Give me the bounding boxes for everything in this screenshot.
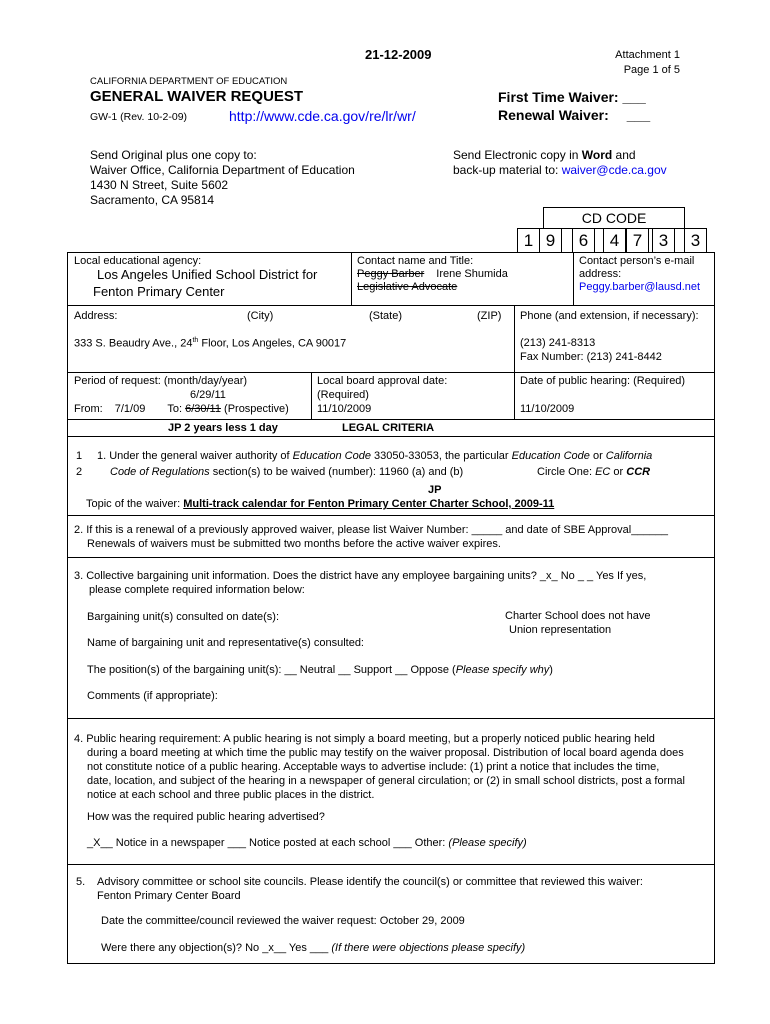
period-range: From: 7/1/09 To: 6/30/11 (Prospective)	[74, 403, 289, 415]
lea-label: Local educational agency:	[74, 255, 202, 267]
charter-note-1: Charter School does not have	[505, 610, 651, 622]
electronic-submission: Send Electronic copy in Word and back-up material to: waiver@cde.ca.gov	[453, 148, 667, 177]
period-to-date: 6/29/11	[190, 389, 226, 401]
mailing-address: Send Original plus one copy to: Waiver Office, California Department of Education 1430 N Street, Suite 5602 Sacramento, CA 95814	[90, 148, 355, 207]
waiver-email-link[interactable]: waiver@cde.ca.gov	[561, 163, 667, 177]
lea-name: Los Angeles Unified School District for	[97, 267, 318, 282]
page-number: Page 1 of 5	[623, 64, 680, 76]
waiver-url-link[interactable]: http://www.cde.ca.gov/re/lr/wr/	[229, 108, 416, 124]
committee-review-date: Date the committee/council reviewed the waiver request: October 29, 2009	[101, 915, 465, 927]
document-date: 21-12-2009	[365, 47, 432, 62]
board-required: (Required)	[317, 389, 369, 401]
criteria5-num: 5.	[76, 876, 86, 888]
objections: Were there any objection(s)? No _x__ Yes ___ (If there were objections please specify)	[101, 942, 526, 954]
contact-name: Peggy Barber Irene Shumida	[357, 268, 508, 280]
criteria3-line1: 3. Collective bargaining unit information. Does the district have any employee bargaining units? _x_ No _ _ Yes If yes,	[74, 570, 647, 582]
hearing-date: 11/10/2009	[520, 403, 575, 415]
jp-note: JP 2 years less 1 day	[168, 422, 278, 434]
criteria3-line2: please complete required information below:	[89, 584, 305, 596]
lea-school: Fenton Primary Center	[93, 284, 225, 299]
fax-value: Fax Number: (213) 241-8442	[520, 351, 662, 363]
bargaining-position: The position(s) of the bargaining unit(s): __ Neutral __ Support __ Oppose (Please specify why)	[87, 664, 553, 676]
criteria1-line2: Code of Regulations section(s) to be waived (number): 11960 (a) and (b)	[110, 466, 464, 478]
hearing-question: How was the required public hearing advertised?	[87, 811, 325, 823]
form-title: GENERAL WAIVER REQUEST	[90, 88, 304, 105]
waiver-topic: Topic of the waiver: Multi-track calendar for Fenton Primary Center Charter School, 2009-11	[86, 498, 555, 510]
charter-note-2: Union representation	[509, 624, 612, 636]
city-label: (City)	[247, 310, 274, 322]
board-approval-label: Local board approval date:	[317, 375, 448, 387]
criteria2-line1: 2. If this is a renewal of a previously approved waiver, please list Waiver Number: _____ and date of SBE Approval______	[74, 524, 668, 536]
cd-code-label: CD CODE	[543, 207, 685, 229]
address-label: Address:	[74, 310, 118, 322]
agency-name: CALIFORNIA DEPARTMENT OF EDUCATION	[90, 76, 288, 87]
contact-label: Contact name and Title:	[357, 255, 474, 267]
hearing-label: Date of public hearing: (Required)	[520, 375, 686, 387]
legal-criteria-heading: LEGAL CRITERIA	[342, 422, 435, 434]
cd-code-digit: 9	[539, 228, 562, 253]
criteria4-text: 4. Public hearing requirement: A public hearing is not simply a board meeting, but a properly noticed public hearing held during a board meeting at which time the public may testify on the waiver proposal. Distribution of local board agenda does not constitute notice of a public hearing. Acceptable ways to advertise include: (1) print a notice that includes the time, date, location, and subject of the hearing in a newspaper of general circulation; or (2) in small school districts, post a formal notice at each school and three public places in the district.	[74, 733, 685, 801]
criteria1-num1: 1	[76, 450, 83, 462]
criteria2-line2: Renewals of waivers must be submitted two months before the active waiver expires.	[87, 538, 501, 550]
cd-code-digit: 3	[684, 228, 707, 253]
jp-initials: JP	[428, 484, 442, 496]
bargaining-comments: Comments (if appropriate):	[87, 690, 218, 702]
first-time-waiver: First Time Waiver: ___	[498, 89, 646, 105]
attachment-label: Attachment 1	[615, 49, 680, 61]
address-value: 333 S. Beaudry Ave., 24th Floor, Los Angeles, CA 90017	[74, 337, 347, 350]
phone-value: (213) 241-8313	[520, 337, 596, 349]
criteria1-num2: 2	[76, 466, 83, 478]
circle-one: Circle One: EC or CCR	[537, 466, 651, 478]
cd-code-digit: 1	[517, 228, 540, 253]
cd-code-digit: 6	[572, 228, 595, 253]
criteria5-line2: Fenton Primary Center Board	[97, 890, 241, 902]
board-approval-date: 11/10/2009	[317, 403, 372, 415]
hearing-options: _X__ Notice in a newspaper ___ Notice posted at each school ___ Other: (Please specify)	[87, 837, 527, 849]
bargaining-units: Bargaining unit(s) consulted on date(s):	[87, 611, 279, 623]
bargaining-name: Name of bargaining unit and representative(s) consulted:	[87, 637, 364, 649]
criteria5-line1: Advisory committee or school site councils. Please identify the council(s) or committee that reviewed this waiver:	[97, 876, 643, 888]
state-label: (State)	[369, 310, 403, 322]
email-label: Contact person’s e-mail	[579, 255, 695, 267]
contact-title: Legislative Advocate	[357, 281, 458, 293]
cd-code-digit: 4	[603, 228, 626, 253]
criteria1-line1: 1. Under the general waiver authority of Education Code 33050-33053, the particular Education Code or California	[97, 450, 653, 462]
cd-code-digit: 3	[652, 228, 675, 253]
cd-code-digit: 7	[626, 228, 649, 253]
renewal-waiver: Renewal Waiver: ___	[498, 107, 651, 123]
phone-label: Phone (and extension, if necessary):	[520, 310, 699, 322]
zip-label: (ZIP)	[477, 310, 502, 322]
form-id: GW-1 (Rev. 10-2-09)	[90, 111, 188, 123]
period-label: Period of request: (month/day/year)	[74, 375, 248, 387]
email-label-2: address:	[579, 268, 622, 280]
contact-email-link[interactable]: Peggy.barber@lausd.net	[579, 281, 701, 293]
